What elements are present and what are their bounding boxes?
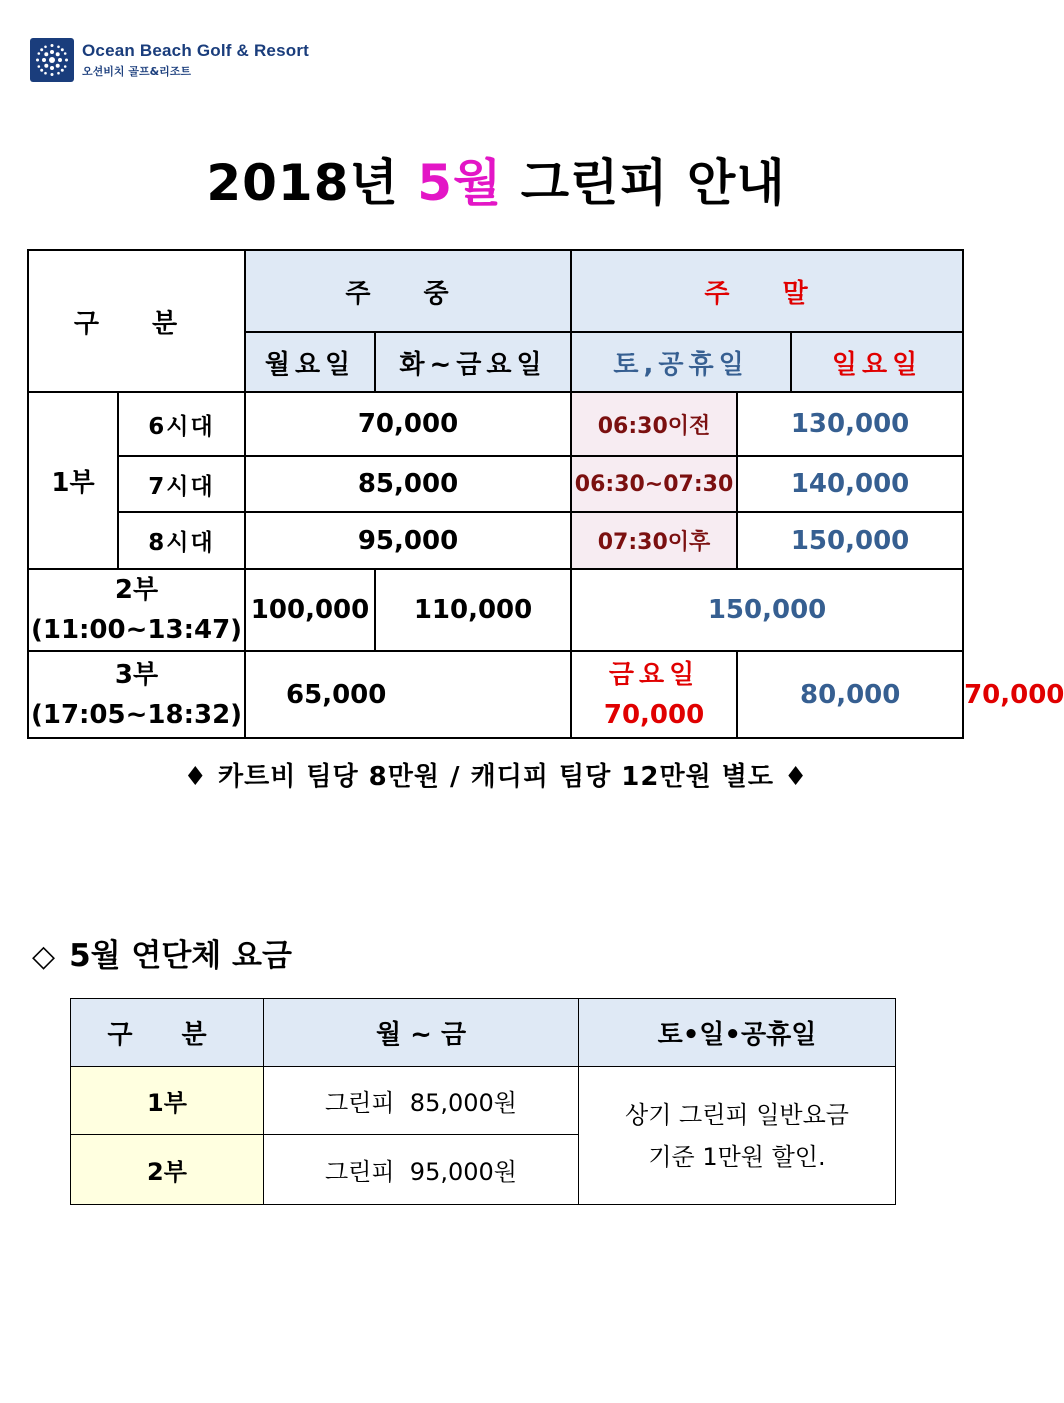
part2-tue-fri-price: 110,000 bbox=[375, 569, 571, 651]
tue-fri-header: 화~금요일 bbox=[375, 332, 571, 392]
weekend-header: 주 말 bbox=[571, 250, 963, 332]
part2-label: 2부 (11:00~13:47) bbox=[28, 569, 245, 651]
part2-weekend-price: 150,000 bbox=[571, 569, 963, 651]
part3-sat-holiday-price: 80,000 bbox=[737, 651, 963, 738]
title-month: 5월 bbox=[417, 154, 503, 212]
group-header-category: 구 분 bbox=[71, 999, 264, 1067]
extra-fee-note: ♦ 카트비 팀당 8만원 / 캐디피 팀당 12만원 별도 ♦ bbox=[183, 762, 809, 792]
part3-friday-price: 금요일 70,000 bbox=[571, 651, 737, 738]
weekday-price: 85,000 bbox=[245, 456, 571, 512]
monday-header: 월요일 bbox=[245, 332, 375, 392]
green-fee-table: 구 분 주 중 주 말 월요일 화~금요일 토,공휴일 일요일 1부 6시대 70,000 06:30이전 130,000 7시대 85,000 06:30~07:30 140,000 8시대 95,000 07:30이후 150,000 2부 (11:00~13:47) 100,000 110,000 150,000 3부 (17:05~18:32) 65,000 금요일 70,000 80,000 70,000 bbox=[27, 249, 964, 739]
part1-label: 1부 bbox=[28, 392, 118, 569]
group-rate-table bbox=[70, 998, 896, 1205]
tee-time-range: 07:30이후 bbox=[571, 512, 737, 569]
title-suffix: 그린피 안내 bbox=[502, 154, 786, 212]
group-header-weekend: 토•일•공휴일 bbox=[579, 999, 896, 1067]
weekday-price: 95,000 bbox=[245, 512, 571, 569]
group-header-weekday: 월 ~ 금 bbox=[264, 999, 579, 1067]
title-prefix: 2018년 bbox=[206, 154, 418, 212]
part3-label: 3부 (17:05~18:32) bbox=[28, 651, 245, 738]
weekend-price: 140,000 bbox=[737, 456, 963, 512]
slot-label: 6시대 bbox=[118, 392, 245, 456]
category-header: 구 분 bbox=[28, 250, 245, 392]
group-weekday-price: 그린피 85,000원 bbox=[264, 1067, 579, 1135]
diamond-outline-icon: ◇ bbox=[32, 939, 56, 974]
sat-holiday-header: 토,공휴일 bbox=[571, 332, 791, 392]
weekend-price: 150,000 bbox=[737, 512, 963, 569]
slot-label: 7시대 bbox=[118, 456, 245, 512]
slot-label: 8시대 bbox=[118, 512, 245, 569]
weekday-header: 주 중 bbox=[245, 250, 571, 332]
brand-name-ko: 오션비치 골프&리조트 bbox=[82, 65, 192, 78]
tee-time-range: 06:30이전 bbox=[571, 392, 737, 456]
group-rate-heading bbox=[32, 930, 292, 975]
group-part-label: 2부 bbox=[71, 1135, 264, 1205]
sun-logo-icon bbox=[30, 38, 74, 82]
weekday-price: 70,000 bbox=[245, 392, 571, 456]
group-weekday-price: 그린피 95,000원 bbox=[264, 1135, 579, 1205]
tee-time-range: 06:30~07:30 bbox=[571, 456, 737, 512]
brand-logo bbox=[30, 38, 309, 82]
weekend-price: 130,000 bbox=[737, 392, 963, 456]
part2-monday-price: 100,000 bbox=[245, 569, 375, 651]
page-title bbox=[0, 143, 992, 215]
sunday-header: 일요일 bbox=[791, 332, 963, 392]
group-part-label: 1부 bbox=[71, 1067, 264, 1135]
group-weekend-desc: 상기 그린피 일반요금 기준 1만원 할인. bbox=[579, 1067, 896, 1205]
part3-mon-thu-price: 65,000 bbox=[245, 651, 571, 738]
brand-name-en: Ocean Beach Golf & Resort bbox=[82, 41, 310, 60]
group-rate-title: 5월 연단체 요금 bbox=[69, 938, 292, 974]
